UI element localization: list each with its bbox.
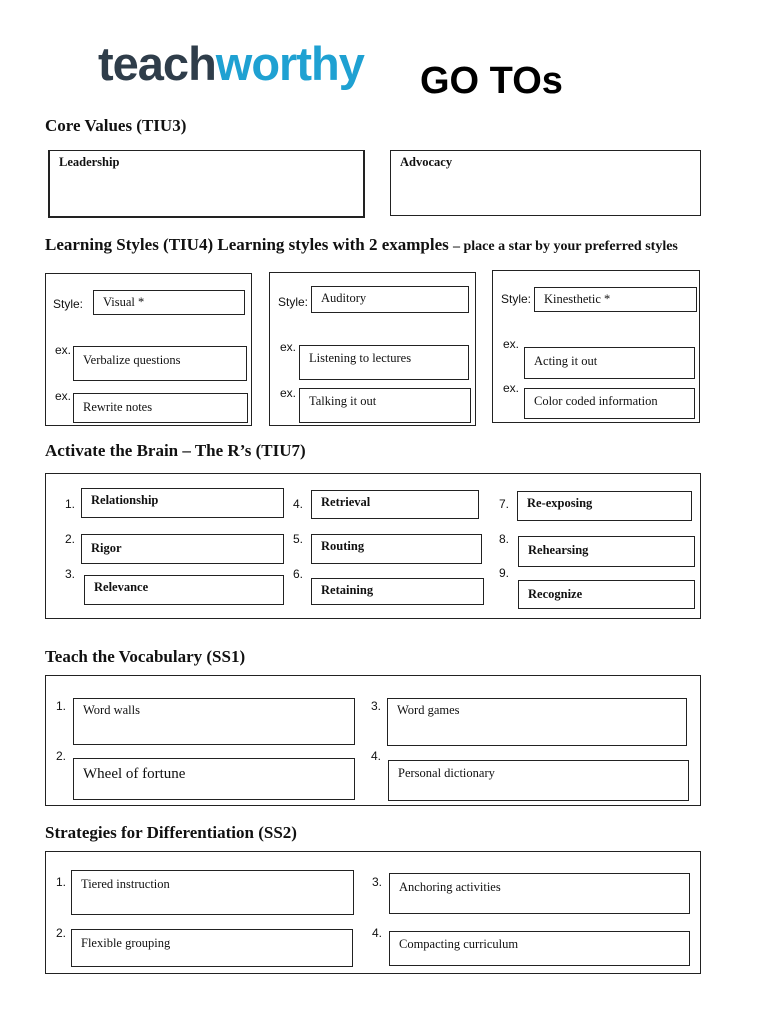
differentiation-heading: Strategies for Differentiation (SS2) <box>45 823 297 842</box>
style-label: Style: <box>53 297 84 311</box>
vocabulary-item-2[interactable]: Wheel of fortune <box>73 758 355 800</box>
item-number: 2. <box>65 532 76 546</box>
item-number: 4. <box>293 497 304 511</box>
vocabulary-heading: Teach the Vocabulary (SS1) <box>45 647 246 666</box>
item-number: 3. <box>371 699 382 713</box>
ex-label: ex. <box>503 381 520 395</box>
item-number: 9. <box>499 566 510 580</box>
brain-item-5[interactable]: Routing <box>311 534 482 564</box>
item-number: 1. <box>65 497 76 511</box>
page-title: GO TOs <box>420 60 563 102</box>
item-number: 6. <box>293 567 304 581</box>
differentiation-item-1[interactable]: Tiered instruction <box>71 870 354 915</box>
item-number: 2. <box>56 926 67 940</box>
item-number: 8. <box>499 532 510 546</box>
style-field-visual[interactable]: Visual * <box>93 290 245 315</box>
item-number: 3. <box>65 567 76 581</box>
differentiation-item-3[interactable]: Anchoring activities <box>389 873 690 914</box>
vocabulary-item-4[interactable]: Personal dictionary <box>388 760 689 801</box>
core-value-box-2[interactable]: Advocacy <box>390 150 701 216</box>
item-number: 4. <box>371 749 382 763</box>
brain-item-1[interactable]: Relationship <box>81 488 284 518</box>
ex-label: ex. <box>55 389 72 403</box>
vocabulary-item-3[interactable]: Word games <box>387 698 687 746</box>
item-number: 7. <box>499 497 510 511</box>
example-field-kinesthetic-2[interactable]: Color coded information <box>524 388 695 419</box>
example-field-visual-2[interactable]: Rewrite notes <box>73 393 248 423</box>
item-number: 3. <box>372 875 383 889</box>
vocabulary-item-1[interactable]: Word walls <box>73 698 355 745</box>
learning-styles-heading: Learning Styles (TIU4) Learning styles with 2 examples – place a star by your preferred styles <box>45 235 678 254</box>
example-field-auditory-2[interactable]: Talking it out <box>299 388 471 423</box>
brain-item-9[interactable]: Recognize <box>518 580 695 609</box>
brain-item-7[interactable]: Re-exposing <box>517 491 692 521</box>
style-label: Style: <box>501 292 532 306</box>
item-number: 1. <box>56 875 67 889</box>
ex-label: ex. <box>280 340 297 354</box>
brain-item-8[interactable]: Rehearsing <box>518 536 695 567</box>
differentiation-item-4[interactable]: Compacting curriculum <box>389 931 690 966</box>
brain-item-2[interactable]: Rigor <box>81 534 284 564</box>
item-number: 5. <box>293 532 304 546</box>
item-number: 4. <box>372 926 383 940</box>
style-field-auditory[interactable]: Auditory <box>311 286 469 313</box>
brain-item-6[interactable]: Retaining <box>311 578 484 605</box>
ex-label: ex. <box>280 386 297 400</box>
core-value-box-1[interactable]: Leadership <box>48 150 365 218</box>
style-label: Style: <box>278 295 309 309</box>
item-number: 2. <box>56 749 67 763</box>
brain-item-3[interactable]: Relevance <box>84 575 284 605</box>
style-field-kinesthetic[interactable]: Kinesthetic * <box>534 287 697 312</box>
differentiation-item-2[interactable]: Flexible grouping <box>71 929 353 967</box>
example-field-kinesthetic-1[interactable]: Acting it out <box>524 347 695 379</box>
teachworthy-logo: teachworthy <box>98 37 364 90</box>
item-number: 1. <box>56 699 67 713</box>
example-field-visual-1[interactable]: Verbalize questions <box>73 346 247 381</box>
brain-item-4[interactable]: Retrieval <box>311 490 479 519</box>
ex-label: ex. <box>503 337 520 351</box>
activate-brain-heading: Activate the Brain – The R’s (TIU7) <box>45 441 306 460</box>
ex-label: ex. <box>55 343 72 357</box>
example-field-auditory-1[interactable]: Listening to lectures <box>299 345 469 380</box>
core-values-heading: Core Values (TIU3) <box>45 116 187 135</box>
